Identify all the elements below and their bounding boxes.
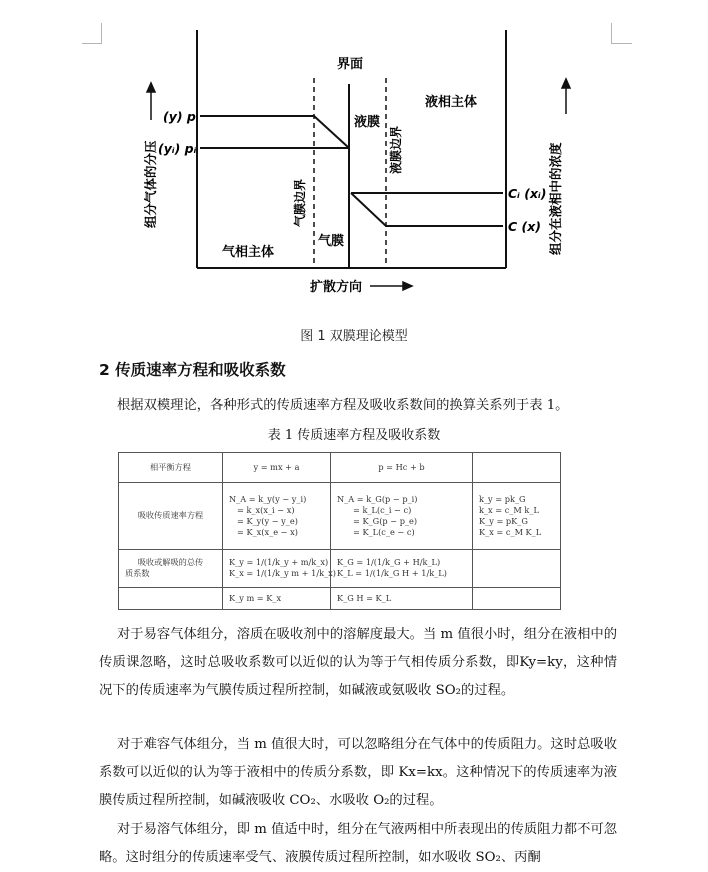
rate-conversion-line: K_x = c_M K_L — [479, 526, 542, 537]
table-row — [119, 453, 561, 483]
table-cell — [119, 483, 223, 549]
table-row — [119, 587, 561, 609]
gas-bulk-label: 气相主体 — [222, 245, 275, 260]
gas-boundary-label: 气膜边界 — [293, 178, 307, 227]
table-cell — [223, 587, 331, 609]
rate-gas-line: N_A = k_y(y − y_i) — [229, 493, 307, 504]
partial-pressure-profile — [200, 116, 349, 148]
right-axis-arrow-head — [562, 79, 570, 88]
total-label: 质系数 — [125, 568, 150, 579]
relation-gas: K_y m = K_x — [229, 592, 282, 603]
section-heading: 2 传质速率方程和吸收系数 — [99, 361, 286, 379]
y-axis-arrow-head — [147, 83, 155, 92]
total-gas-line: K_y = 1/(1/k_y + m/k_x) — [229, 557, 329, 568]
pi-label: (yᵢ) pᵢ — [158, 141, 197, 156]
rate-liquid-line: = k_L(c_i − c) — [353, 504, 412, 515]
total-liquid-line: K_G = 1/(1/k_G + H/k_L) — [337, 557, 441, 568]
p-label: (y) p — [163, 109, 196, 124]
table-cell — [331, 483, 473, 549]
rate-gas-line: = K_x(x_e − x) — [237, 526, 298, 537]
total-label: 吸收或解吸的总传 — [137, 557, 204, 568]
body-paragraph: 对于难容气体组分，当 m 值很大时，可以忽略组分在气体中的传质阻力。这时总吸收系数可以近似的认为等于液相中的传质分系数，即 Kx=kx。这种情况下的传质速率为液膜传质过程所控制，如碱液吸收 CO₂、水吸收 O₂的过程。 — [99, 737, 617, 808]
table-cell — [223, 453, 331, 483]
right-axis-label: 组分在液相中的浓度 — [548, 142, 563, 255]
intro-paragraph: 根据双模理论，各种形式的传质速率方程及吸收系数间的换算关系列于表 1。 — [117, 398, 569, 413]
x-direction-label: 扩散方向 — [310, 280, 363, 295]
table-row — [119, 549, 561, 587]
c-label: C (x) — [508, 219, 542, 234]
interface-label: 界面 — [337, 57, 364, 72]
total-liquid-line: K_L = 1/(1/k_G H + 1/k_L) — [337, 568, 447, 579]
total-gas-line: K_x = 1/(1/k_y m + 1/k_x) — [229, 568, 336, 579]
liquid-bulk-label: 液相主体 — [425, 95, 478, 110]
rate-gas-line: = k_x(x_i − x) — [237, 504, 295, 515]
liquid-film-label: 液膜 — [354, 115, 381, 130]
equilibrium-gas: y = mx + a — [253, 462, 300, 473]
table-cell — [119, 587, 223, 609]
liquid-concentration-profile — [351, 193, 503, 226]
table-cell — [331, 587, 473, 609]
rate-label: 吸收传质速率方程 — [137, 510, 204, 521]
ci-label: Cᵢ (xᵢ) — [508, 186, 547, 201]
table-caption: 表 1 传质速率方程及吸收系数 — [267, 428, 441, 443]
gas-film-label: 气膜 — [318, 234, 345, 249]
rate-conversion-line: K_y = pK_G — [479, 515, 528, 526]
x-direction-arrow-head — [403, 282, 412, 290]
liquid-boundary-label: 液膜边界 — [389, 125, 403, 174]
rate-liquid-line: N_A = k_G(p − p_i) — [337, 493, 418, 504]
table-cell — [119, 549, 223, 587]
rate-gas-line: = K_y(y − y_e) — [237, 515, 298, 526]
table-cell — [223, 483, 331, 549]
table-cell — [119, 453, 223, 483]
relation-liquid: K_G H = K_L — [337, 592, 392, 603]
body-paragraph: 对于易容气体组分，溶质在吸收剂中的溶解度最大。当 m 值很小时，组分在液相中的传质课忽略，这时总吸收系数可以近似的认为等于气相传质分系数，即Ky=ky，这种情况下的传质速率为气膜传质过程所控制，如碱液或氨吸收 SO₂的过程。 — [99, 627, 617, 698]
y-axis-label: 组分气体的分压 — [143, 140, 158, 228]
table-cell — [473, 453, 561, 483]
rate-conversion-line: k_x = c_M k_L — [479, 504, 539, 515]
table-cell — [473, 587, 561, 609]
equilibrium-label: 相平衡方程 — [150, 462, 191, 473]
figure-caption: 图 1 双膜理论模型 — [300, 329, 408, 344]
rate-equation-table — [118, 452, 561, 610]
rate-liquid-line: = K_L(c_e − c) — [353, 526, 415, 537]
two-film-theory-figure — [0, 0, 708, 320]
table-cell — [331, 549, 473, 587]
table-cell — [473, 483, 561, 549]
equilibrium-liquid: p = Hc + b — [378, 462, 425, 473]
body-paragraph: 对于易溶气体组分，即 m 值适中时，组分在气液两相中所表现出的传质阻力都不可忽略。这时组分的传质速率受气、液膜传质过程所控制，如水吸收 SO₂、丙酮 — [99, 822, 617, 865]
table-cell — [223, 549, 336, 587]
table-row — [119, 483, 561, 549]
table-cell — [473, 549, 561, 587]
rate-conversion-line: k_y = pk_G — [479, 493, 526, 504]
rate-liquid-line: = K_G(p − p_e) — [353, 515, 418, 526]
table-cell — [331, 453, 473, 483]
